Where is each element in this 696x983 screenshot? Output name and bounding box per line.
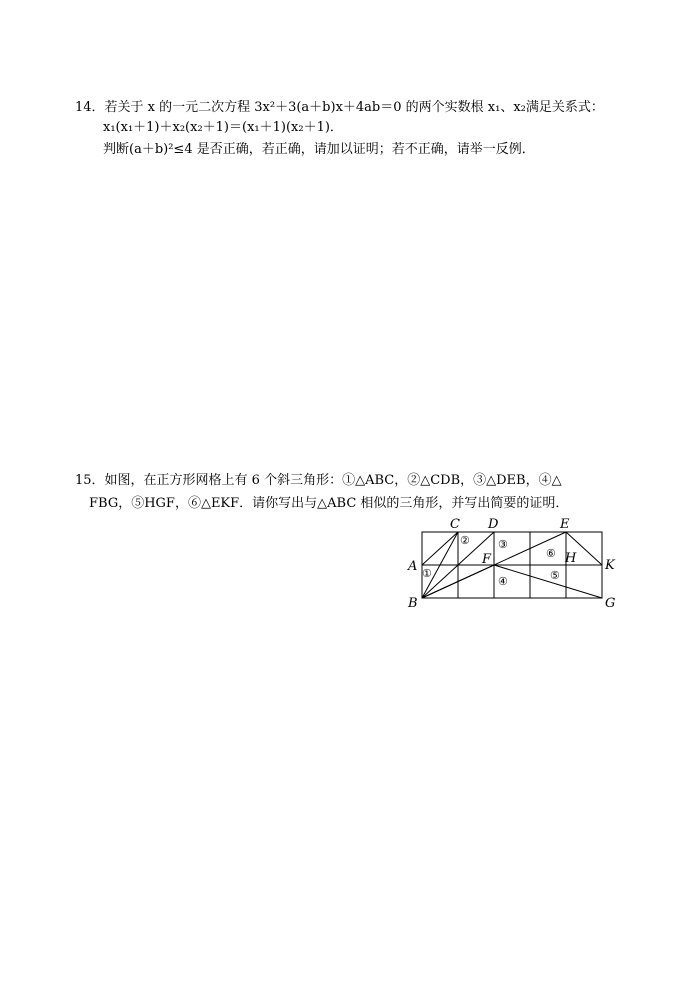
label-A: A: [408, 559, 418, 574]
label-D: D: [488, 517, 499, 532]
label-H: H: [565, 551, 577, 566]
triangle-label-1: ①: [422, 567, 432, 580]
label-K: K: [605, 558, 615, 573]
problem-14-line-3: 判断(a＋b)²≤4 是否正确，若正确，请加以证明；若不正确，请举一反例．: [103, 142, 535, 157]
triangle-label-6: ⑥: [546, 547, 556, 560]
label-B: B: [408, 596, 418, 611]
problem-14-line-1: 14．若关于 x 的一元二次方程 3x²＋3(a＋b)x＋4ab＝0 的两个实数根 x₁、x₂满足关系式：: [75, 100, 604, 115]
problem-14-line-2: x₁(x₁＋1)＋x₂(x₂＋1)＝(x₁＋1)(x₂＋1)．: [103, 120, 343, 135]
segment-AC: [422, 532, 458, 565]
problem-15-line-2: FBG，⑤HGF，⑥△EKF．请你写出与△ABC 相似的三角形，并写出简要的证明．: [89, 496, 569, 511]
problem-15-line-1: 15．如图，在正方形网格上有 6 个斜三角形：①△ABC，②△CDB，③△DEB，④△: [75, 473, 562, 488]
triangle-label-4: ④: [498, 575, 508, 588]
label-E: E: [560, 517, 570, 532]
grid-triangles-figure: [402, 515, 632, 619]
label-G: G: [605, 596, 616, 611]
triangle-label-5: ⑤: [550, 569, 560, 582]
grid-diagram: [402, 515, 632, 615]
segment-FG: [494, 565, 602, 598]
label-F: F: [482, 552, 492, 567]
triangle-label-3: ③: [498, 538, 508, 551]
triangle-label-2: ②: [460, 534, 470, 547]
label-C: C: [450, 517, 460, 532]
